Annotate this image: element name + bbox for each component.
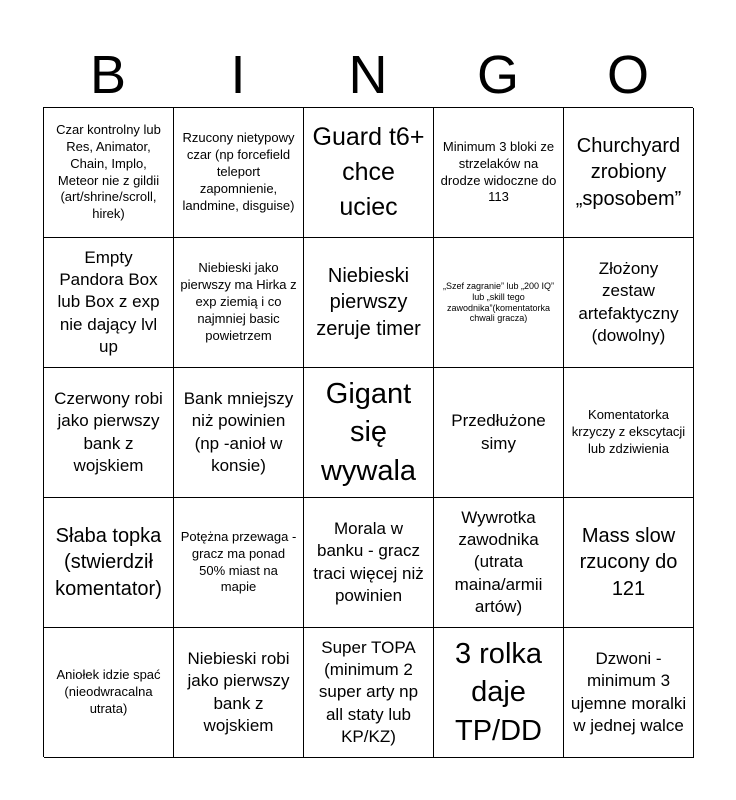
bingo-cell-r4c5[interactable]: Mass slow rzucony do 121	[564, 498, 694, 628]
bingo-cell-r3c2[interactable]: Bank mniejszy niż powinien (np -anioł w konsie)	[174, 368, 304, 498]
bingo-title	[43, 44, 693, 106]
title-letter-n: N	[348, 45, 388, 105]
bingo-cell-r3c5[interactable]: Komentatorka krzyczy z ekscytacji lub zdziwienia	[564, 368, 694, 498]
bingo-cell-r4c2[interactable]: Potężna przewaga - gracz ma ponad 50% miast na mapie	[174, 498, 304, 628]
bingo-cell-r2c2[interactable]: Niebieski jako pierwszy ma Hirka z exp ziemią i co najmniej basic powietrzem	[174, 238, 304, 368]
bingo-cell-r1c1[interactable]: Czar kontrolny lub Res, Animator, Chain, Implo, Meteor nie z gildii (art/shrine/scroll, hirek)	[44, 108, 174, 238]
bingo-cell-r4c3[interactable]: Morala w banku - gracz traci więcej niż powinien	[304, 498, 434, 628]
title-letter-g: G	[476, 45, 519, 105]
bingo-cell-r1c4[interactable]: Minimum 3 bloki ze strzelaków na drodze widoczne do 113	[434, 108, 564, 238]
bingo-board	[43, 107, 693, 757]
bingo-cell-r5c2[interactable]: Niebieski robi jako pierwszy bank z wojskiem	[174, 628, 304, 758]
bingo-cell-r2c5[interactable]: Złożony zestaw artefaktyczny (dowolny)	[564, 238, 694, 368]
bingo-cell-r3c1[interactable]: Czerwony robi jako pierwszy bank z wojskiem	[44, 368, 174, 498]
title-letter-i: I	[230, 45, 246, 105]
bingo-cell-r1c3[interactable]: Guard t6+ chce uciec	[304, 108, 434, 238]
bingo-cell-r2c3[interactable]: Niebieski pierwszy zeruje timer	[304, 238, 434, 368]
bingo-cell-r1c5[interactable]: Churchyard zrobiony „sposobem”	[564, 108, 694, 238]
bingo-cell-r1c2[interactable]: Rzucony nietypowy czar (np forcefield teleport zapomnienie, landmine, disguise)	[174, 108, 304, 238]
bingo-cell-r5c3[interactable]: Super TOPA (minimum 2 super arty np all staty lub KP/KZ)	[304, 628, 434, 758]
bingo-cell-r2c4[interactable]: „Szef zagranie” lub „200 IQ” lub „skill tego zawodnika”(komentatorka chwali gracza)	[434, 238, 564, 368]
bingo-cell-r3c3[interactable]: Gigant się wywala	[304, 368, 434, 498]
bingo-cell-r5c5[interactable]: Dzwoni - minimum 3 ujemne moralki w jednej walce	[564, 628, 694, 758]
title-letter-b: B	[89, 45, 127, 105]
bingo-cell-r4c1[interactable]: Słaba topka (stwierdził komentator)	[44, 498, 174, 628]
title-letter-o: O	[606, 45, 649, 105]
bingo-cell-r2c1[interactable]: Empty Pandora Box lub Box z exp nie dający lvl up	[44, 238, 174, 368]
bingo-cell-r3c4[interactable]: Przedłużone simy	[434, 368, 564, 498]
bingo-cell-r4c4[interactable]: Wywrotka zawodnika (utrata maina/armii artów)	[434, 498, 564, 628]
bingo-cell-r5c1[interactable]: Aniołek idzie spać (nieodwracalna utrata)	[44, 628, 174, 758]
bingo-cell-r5c4[interactable]: 3 rolka daje TP/DD	[434, 628, 564, 758]
